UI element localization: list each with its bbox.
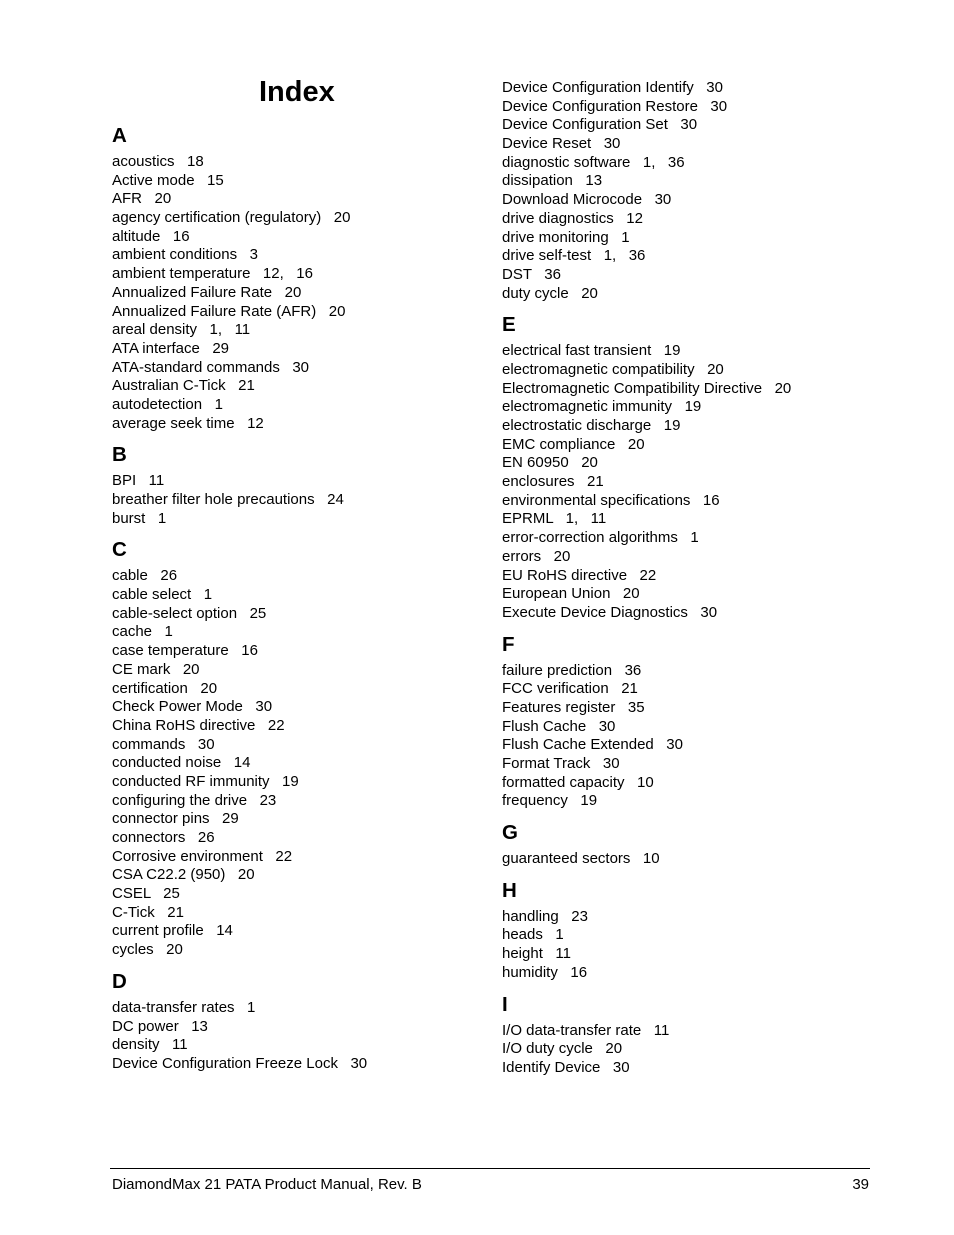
section-letter: D [112,969,127,993]
index-entry: I/O duty cycle 20 [502,1040,623,1058]
index-entry: ambient temperature 12, 16 [112,265,313,283]
index-entry: Annualized Failure Rate 20 [112,283,302,301]
index-entry: BPI 11 [112,472,165,490]
index-entry: FCC verification 21 [502,680,638,698]
index-entry: Device Configuration Freeze Lock 30 [112,1054,368,1072]
index-entry: frequency 19 [502,792,598,810]
section-letter: H [502,878,517,902]
index-entry: Device Configuration Set 30 [502,116,698,134]
index-entry: Format Track 30 [502,755,620,772]
index-section [502,879,902,983]
index-entry: dissipation 13 [502,172,603,190]
index-section [112,538,482,959]
index-entry: electrostatic discharge 19 [502,417,681,434]
index-entry: Electromagnetic Compatibility Directive 20 [502,379,792,397]
index-entry: conducted RF immunity 19 [112,772,299,790]
index-entry: Check Power Mode 30 [112,698,273,716]
page-title: Index [259,76,335,108]
index-entry: European Union 20 [502,585,640,603]
index-entry: humidity 16 [502,963,588,981]
index-entry: error-correction algorithms 1 [502,529,699,547]
index-entry: autodetection 1 [112,395,223,413]
index-entry: ATA interface 29 [112,339,230,357]
section-letter: B [112,443,127,467]
index-entry: errors 20 [502,547,571,565]
index-entry: Corrosive environment 22 [112,847,293,865]
index-section [502,993,902,1078]
index-column-left [112,124,482,1074]
index-entry: cable-select option 25 [112,604,267,622]
index-entry: altitude 16 [112,227,190,245]
index-entry: Australian C-Tick 21 [112,377,255,395]
index-entry: agency certification (regulatory) 20 [112,209,351,227]
index-entry: DC power 13 [112,1017,208,1035]
index-section [502,633,902,812]
index-entry: handling 23 [502,907,588,925]
index-entry: cable 26 [112,567,178,585]
index-entry: Device Reset 30 [502,135,621,153]
section-letter: I [502,992,508,1016]
section-letter: E [502,313,516,337]
index-entry: Flush Cache Extended 30 [502,736,683,754]
index-entry: electromagnetic compatibility 20 [502,360,724,378]
section-letter: A [112,124,127,147]
index-entry: diagnostic software 1, 36 [502,153,685,171]
index-entry: EU RoHS directive 22 [502,566,657,584]
index-entry: Device Configuration Restore 30 [502,97,728,115]
index-entry: enclosures 21 [502,473,604,491]
index-entry: data-transfer rates 1 [112,998,256,1016]
index-entry: CSEL 25 [112,885,180,903]
index-entry: EN 60950 20 [502,454,598,472]
index-entry: density 11 [112,1036,188,1054]
section-letter: C [112,538,127,562]
index-entry: CE mark 20 [112,660,200,678]
index-entry: drive self-test 1, 36 [502,247,646,265]
index-entry: AFR 20 [112,190,172,208]
index-entry: average seek time 12 [112,414,264,432]
index-entry: ambient conditions 3 [112,246,258,264]
index-section [502,821,902,869]
footer-page-number: 39 [852,1176,869,1193]
index-entry: Execute Device Diagnostics 30 [502,603,718,621]
index-entry: ATA-standard commands 30 [112,358,310,376]
index-entry: areal density 1, 11 [112,321,251,339]
index-section [112,970,482,1074]
index-entry: electrical fast transient 19 [502,342,681,360]
index-entry: burst 1 [112,509,167,527]
footer-divider [110,1168,870,1169]
index-entry: C-Tick 21 [112,903,184,921]
index-entry: Download Microcode 30 [502,191,672,209]
index-entry: guaranteed sectors 10 [502,850,660,868]
index-section [502,79,902,303]
index-entry: electromagnetic immunity 19 [502,398,702,416]
index-entry: formatted capacity 10 [502,773,654,791]
index-entry: conducted noise 14 [112,754,251,772]
index-entry: failure prediction 36 [502,661,642,679]
index-section [502,313,902,622]
index-entry: Identify Device 30 [502,1058,630,1076]
index-entry: height 11 [502,945,571,963]
index-entry: drive diagnostics 12 [502,209,643,227]
index-entry: connector pins 29 [112,810,239,828]
index-entry: Flush Cache 30 [502,717,616,735]
index-entry: CSA C22.2 (950) 20 [112,866,255,884]
index-entry: DST 36 [502,265,561,283]
section-letter: G [502,821,518,845]
index-entry: duty cycle 20 [502,284,598,302]
index-entry: environmental specifications 16 [502,491,720,509]
index-entry: heads 1 [502,926,564,944]
index-entry: I/O data-transfer rate 11 [502,1021,670,1039]
index-entry: connectors 26 [112,829,215,846]
index-entry: EPRML 1, 11 [502,510,607,528]
index-entry: Active mode 15 [112,171,224,189]
index-entry: case temperature 16 [112,642,258,660]
index-entry: cycles 20 [112,941,183,959]
index-entry: Annualized Failure Rate (AFR) 20 [112,302,346,320]
index-entry: drive monitoring 1 [502,228,630,246]
index-entry: certification 20 [112,679,218,697]
index-entry: configuring the drive 23 [112,791,277,809]
index-entry: acoustics 18 [112,153,204,170]
footer-manual-title: DiamondMax 21 PATA Product Manual, Rev. B [112,1176,422,1193]
index-entry: cache 1 [112,623,173,641]
index-entry: EMC compliance 20 [502,435,645,453]
index-column-right [502,79,902,1078]
section-letter: F [502,632,515,656]
index-entry: cable select 1 [112,586,213,604]
index-entry: breather filter hole precautions 24 [112,491,344,508]
index-entry: Features register 35 [502,698,645,716]
index-entry: commands 30 [112,735,215,753]
index-section [112,124,482,433]
index-entry: China RoHS directive 22 [112,716,285,734]
index-entry: Device Configuration Identify 30 [502,79,723,96]
index-section [112,443,482,528]
index-entry: current profile 14 [112,922,233,940]
